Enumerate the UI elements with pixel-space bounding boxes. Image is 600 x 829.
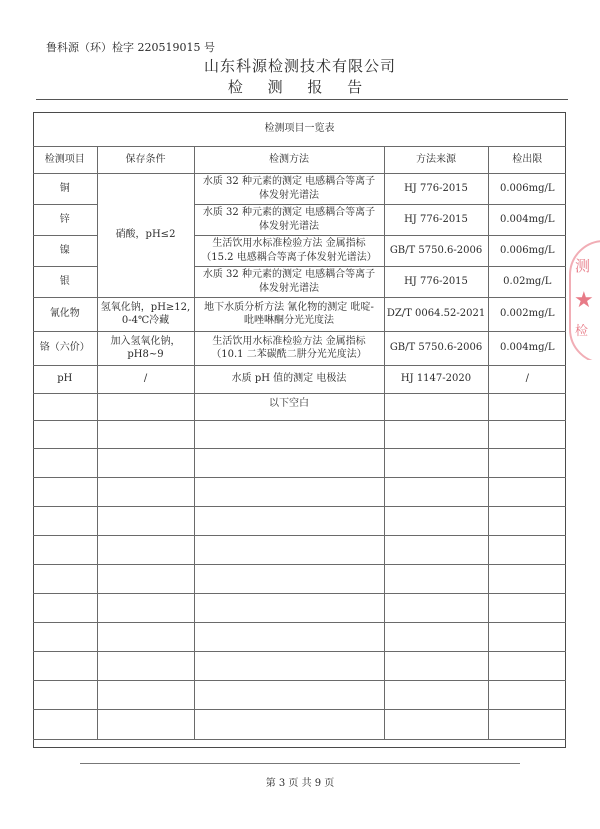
shared-condition-cell: 硝酸，pH≤2 bbox=[97, 173, 194, 297]
source-cell: HJ 776-2015 bbox=[384, 266, 488, 297]
item-cell: 银 bbox=[33, 266, 97, 297]
blank-row bbox=[33, 593, 566, 622]
table-row bbox=[33, 393, 566, 420]
source-cell: GB/T 5750.6-2006 bbox=[384, 331, 488, 365]
method-line: 地下水质分析方法 氰化物的测定 吡啶- bbox=[204, 301, 374, 313]
table-row bbox=[33, 173, 566, 204]
limit-cell: 0.006mg/L bbox=[488, 173, 566, 204]
condition-line: 加入氢氧化钠， bbox=[110, 335, 181, 347]
caption-row bbox=[33, 112, 566, 146]
blank-row bbox=[33, 420, 566, 448]
test-items-table bbox=[33, 112, 566, 740]
seal-glyph: 检 bbox=[575, 324, 589, 339]
method-cell bbox=[194, 297, 384, 331]
column-header: 检测项目 bbox=[33, 146, 97, 173]
table-caption: 检测项目一览表 bbox=[33, 112, 566, 146]
seal-star-icon: ★ bbox=[574, 288, 594, 313]
footer-divider bbox=[80, 763, 520, 764]
item-cell: 氰化物 bbox=[33, 297, 97, 331]
blank-row bbox=[33, 622, 566, 651]
limit-cell: 0.006mg/L bbox=[488, 235, 566, 266]
blank-row bbox=[33, 535, 566, 564]
limit-cell: 0.002mg/L bbox=[488, 297, 566, 331]
method-cell bbox=[194, 204, 384, 235]
method-line: 体发射光谱法 bbox=[259, 189, 319, 201]
item-cell: 锌 bbox=[33, 204, 97, 235]
method-cell bbox=[194, 173, 384, 204]
method-line: 体发射光谱法 bbox=[259, 282, 319, 294]
seal-glyph: 测 bbox=[575, 257, 591, 275]
blank-row bbox=[33, 506, 566, 535]
header-divider bbox=[36, 99, 568, 100]
method-line: （10.1 二苯碳酰二肼分光光度法） bbox=[211, 349, 367, 360]
item-cell: 铜 bbox=[33, 173, 97, 204]
condition-line: 氢氧化钠，pH≥12, bbox=[100, 301, 191, 313]
method-cell bbox=[194, 235, 384, 266]
item-cell: 铬（六价） bbox=[33, 331, 97, 365]
method-line: 吡唑啉酮分光光度法 bbox=[244, 315, 334, 326]
condition-line: 0-4℃冷藏 bbox=[121, 315, 170, 326]
document-number: 鲁科源（环）检字 220519015 号 bbox=[46, 41, 215, 54]
blank-row bbox=[33, 448, 566, 477]
method-line: 生活饮用水标准检验方法 金属指标 bbox=[212, 335, 366, 347]
source-cell: HJ 1147-2020 bbox=[384, 365, 488, 393]
page-number: 第 3 页 共 9 页 bbox=[265, 778, 335, 789]
blank-row bbox=[33, 709, 566, 739]
report-title: 检 测 报 告 bbox=[227, 78, 373, 96]
condition-cell: / bbox=[97, 365, 194, 393]
table-row bbox=[33, 331, 566, 365]
method-cell bbox=[194, 331, 384, 365]
column-header: 检出限 bbox=[488, 146, 566, 173]
column-header: 检测方法 bbox=[194, 146, 384, 173]
header-row bbox=[33, 146, 566, 173]
company-name: 山东科源检测技术有限公司 bbox=[203, 57, 396, 75]
blank-row bbox=[33, 680, 566, 709]
blank-note: 以下空白 bbox=[194, 393, 384, 420]
source-cell: GB/T 5750.6-2006 bbox=[384, 235, 488, 266]
method-cell: 水质 pH 值的测定 电极法 bbox=[194, 365, 384, 393]
method-line: （15.2 电感耦合等离子体发射光谱法） bbox=[201, 251, 377, 263]
condition-line: pH8~9 bbox=[127, 349, 164, 360]
method-line: 体发射光谱法 bbox=[259, 220, 319, 232]
table-row bbox=[33, 365, 566, 393]
limit-cell: 0.004mg/L bbox=[488, 204, 566, 235]
limit-cell: / bbox=[488, 365, 566, 393]
blank-row bbox=[33, 651, 566, 680]
source-cell: HJ 776-2015 bbox=[384, 204, 488, 235]
condition-cell bbox=[97, 297, 194, 331]
column-header: 保存条件 bbox=[97, 146, 194, 173]
blank-row bbox=[33, 477, 566, 506]
source-cell: HJ 776-2015 bbox=[384, 173, 488, 204]
item-cell: pH bbox=[33, 365, 97, 393]
item-cell: 镍 bbox=[33, 235, 97, 266]
limit-cell: 0.004mg/L bbox=[488, 331, 566, 365]
condition-cell bbox=[97, 331, 194, 365]
source-cell: DZ/T 0064.52-2021 bbox=[384, 297, 488, 331]
method-line: 水质 32 种元素的测定 电感耦合等离子 bbox=[202, 176, 376, 187]
method-cell bbox=[194, 266, 384, 297]
method-line: 水质 32 种元素的测定 电感耦合等离子 bbox=[202, 207, 376, 218]
limit-cell: 0.02mg/L bbox=[488, 266, 566, 297]
column-header: 方法来源 bbox=[384, 146, 488, 173]
blank-row bbox=[33, 564, 566, 593]
table-row bbox=[33, 297, 566, 331]
method-line: 水质 32 种元素的测定 电感耦合等离子 bbox=[202, 269, 376, 280]
method-line: 生活饮用水标准检验方法 金属指标 bbox=[212, 238, 366, 249]
